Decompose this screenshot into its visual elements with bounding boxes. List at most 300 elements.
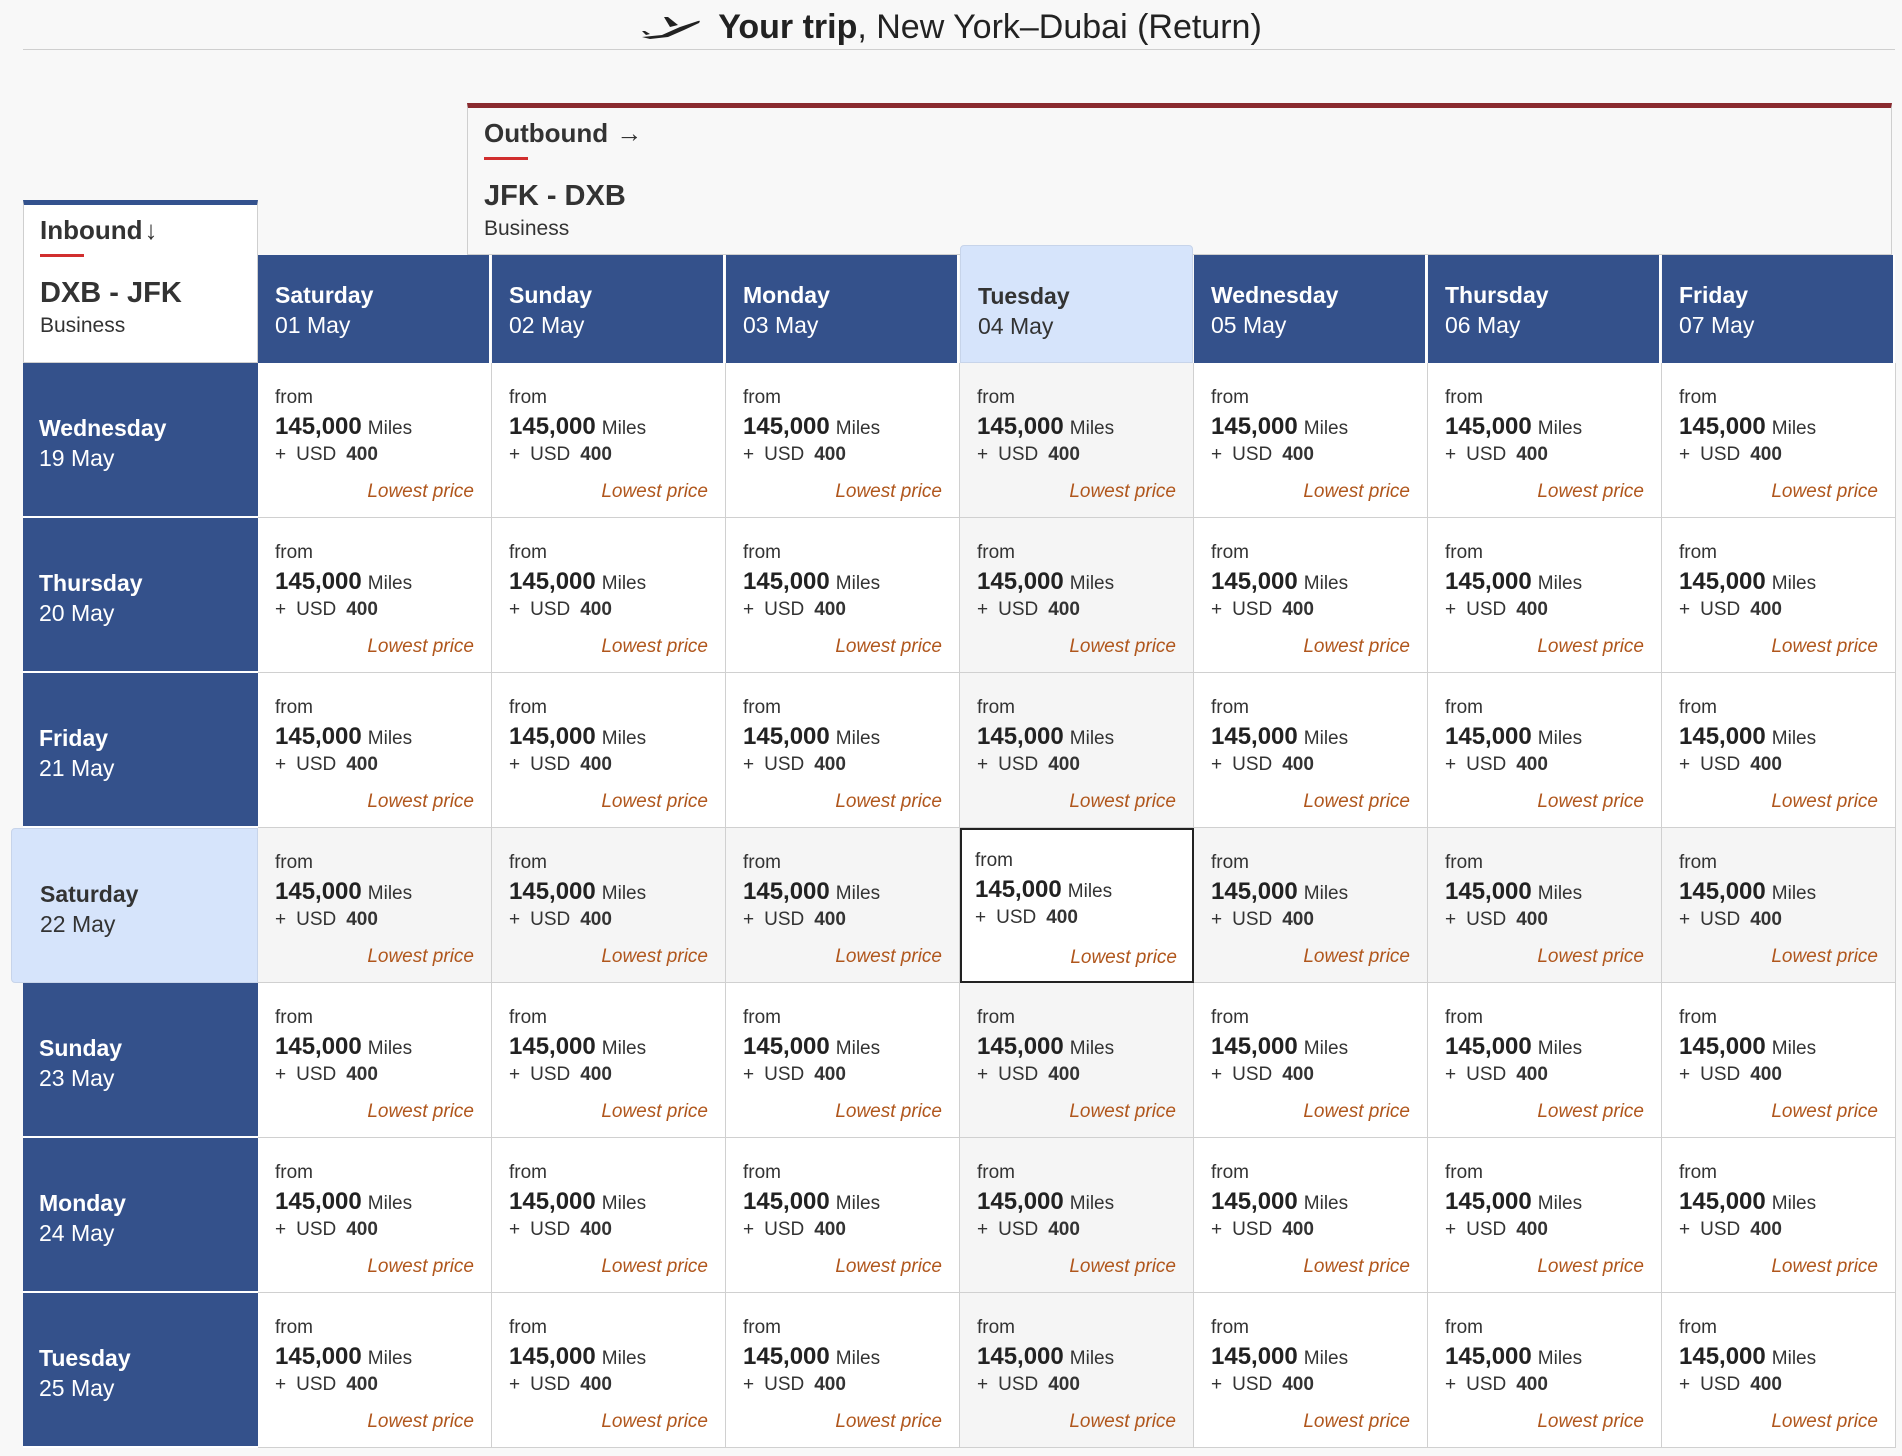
fare-currency: USD (296, 1374, 337, 1395)
row-day: Wednesday (39, 415, 167, 441)
fare-miles-value: 145,000 (509, 413, 596, 440)
outbound-panel (467, 103, 1892, 255)
fare-miles (275, 568, 491, 596)
fare-from-label: from (977, 1007, 1015, 1028)
fare-cell[interactable] (726, 518, 960, 673)
fare-miles-unit: Miles (835, 728, 881, 749)
fare-amount: 400 (1516, 909, 1548, 930)
fare-amount: 400 (1750, 599, 1782, 620)
fare-cell[interactable] (960, 673, 1194, 828)
lowest-price-tag: Lowest price (601, 1256, 708, 1277)
lowest-price-tag: Lowest price (1771, 1101, 1878, 1122)
fare-miles-value: 145,000 (275, 723, 362, 750)
fare-miles (275, 723, 491, 751)
fare-currency: USD (1700, 1064, 1741, 1085)
fare-miles-value: 145,000 (509, 1343, 596, 1370)
page-title (0, 8, 1902, 47)
fare-currency: USD (998, 599, 1039, 620)
fare-miles-unit: Miles (601, 1348, 647, 1369)
fare-currency: USD (998, 1374, 1039, 1395)
fare-cash (1679, 754, 1895, 776)
fare-plus: + (743, 754, 755, 775)
lowest-price-tag: Lowest price (1069, 1411, 1176, 1432)
row-day: Saturday (40, 881, 139, 907)
fare-from-label: from (1679, 387, 1717, 408)
column-date: 02 May (509, 312, 585, 338)
fare-cell[interactable] (1662, 1293, 1896, 1448)
fare-cell[interactable] (1194, 518, 1428, 673)
fare-plus: + (1211, 1219, 1223, 1240)
fare-plus: + (275, 909, 287, 930)
fare-amount: 400 (814, 1064, 846, 1085)
fare-from-label: from (1679, 542, 1717, 563)
fare-currency: USD (530, 754, 571, 775)
fare-plus: + (1445, 1064, 1457, 1085)
outbound-date-header[interactable] (1428, 255, 1661, 363)
fare-cell[interactable] (1428, 1138, 1662, 1293)
fare-cell[interactable] (492, 673, 726, 828)
fare-from-label: from (1679, 852, 1717, 873)
fare-amount: 400 (346, 754, 378, 775)
fare-miles-unit: Miles (1303, 1193, 1349, 1214)
fare-cell[interactable] (1428, 518, 1662, 673)
fare-currency: USD (764, 909, 805, 930)
fare-from-label: from (275, 542, 313, 563)
fare-miles-value: 145,000 (743, 723, 830, 750)
lowest-price-tag: Lowest price (835, 1411, 942, 1432)
fare-currency: USD (1466, 1219, 1507, 1240)
fare-cash (743, 1374, 959, 1396)
fare-currency: USD (764, 754, 805, 775)
fare-miles (1445, 723, 1661, 751)
fare-cell[interactable] (726, 363, 960, 518)
lowest-price-tag: Lowest price (1537, 636, 1644, 657)
fare-cell[interactable] (492, 828, 726, 983)
fare-cell[interactable] (960, 828, 1194, 983)
lowest-price-tag: Lowest price (1069, 1256, 1176, 1277)
fare-miles-value: 145,000 (1445, 1033, 1532, 1060)
fare-miles (1445, 1033, 1661, 1061)
fare-cash (509, 444, 725, 466)
row-date: 22 May (40, 911, 116, 937)
fare-miles-unit: Miles (1067, 881, 1113, 902)
fare-currency: USD (530, 444, 571, 465)
fare-cash (509, 909, 725, 931)
fare-miles (1211, 723, 1427, 751)
fare-cell[interactable] (1194, 828, 1428, 983)
fare-currency: USD (1232, 1374, 1273, 1395)
fare-cell[interactable] (258, 1138, 492, 1293)
fare-plus: + (509, 444, 521, 465)
fare-miles (743, 1033, 959, 1061)
fare-from-label: from (275, 852, 313, 873)
fare-from-label: from (977, 542, 1015, 563)
fare-cell[interactable] (1428, 828, 1662, 983)
fare-cell[interactable] (1662, 828, 1896, 983)
fare-miles (509, 413, 725, 441)
fare-cell[interactable] (726, 1138, 960, 1293)
fare-amount: 400 (1048, 754, 1080, 775)
fare-miles-value: 145,000 (977, 1343, 1064, 1370)
fare-plus: + (275, 1374, 287, 1395)
lowest-price-tag: Lowest price (1069, 1101, 1176, 1122)
lowest-price-tag: Lowest price (367, 481, 474, 502)
outbound-date-header[interactable] (1662, 255, 1895, 363)
fare-miles (275, 1343, 491, 1371)
fare-plus: + (1679, 1374, 1691, 1395)
fare-cell[interactable] (492, 1293, 726, 1448)
plane-icon (640, 15, 702, 41)
fare-cell[interactable] (492, 1138, 726, 1293)
lowest-price-tag: Lowest price (835, 946, 942, 967)
lowest-price-tag: Lowest price (601, 1101, 708, 1122)
fare-plus: + (1679, 599, 1691, 620)
title-divider (23, 49, 1895, 50)
lowest-price-tag: Lowest price (367, 1256, 474, 1277)
fare-cell[interactable] (1194, 983, 1428, 1138)
inbound-date-header[interactable] (23, 673, 258, 828)
fare-cell[interactable] (1428, 673, 1662, 828)
fare-miles (975, 876, 1192, 904)
row-date: 24 May (39, 1220, 115, 1246)
fare-cell[interactable] (258, 518, 492, 673)
fare-cell[interactable] (1194, 1138, 1428, 1293)
fare-from-label: from (275, 1162, 313, 1183)
fare-plus: + (1445, 444, 1457, 465)
fare-cash (977, 599, 1193, 621)
fare-amount: 400 (580, 754, 612, 775)
fare-from-label: from (509, 1007, 547, 1028)
fare-currency: USD (1466, 754, 1507, 775)
fare-amount: 400 (1046, 907, 1078, 928)
fare-cell[interactable] (1662, 1138, 1896, 1293)
fare-cash (1211, 599, 1427, 621)
fare-cell[interactable] (258, 983, 492, 1138)
fare-cell[interactable] (1662, 983, 1896, 1138)
fare-from-label: from (977, 1317, 1015, 1338)
fare-miles-unit: Miles (1069, 728, 1115, 749)
fare-cell[interactable] (726, 983, 960, 1138)
fare-cell[interactable] (960, 518, 1194, 673)
lowest-price-tag: Lowest price (835, 1101, 942, 1122)
fare-cell[interactable] (726, 673, 960, 828)
fare-cash (275, 599, 491, 621)
fare-currency: USD (530, 599, 571, 620)
fare-amount: 400 (346, 444, 378, 465)
fare-cell[interactable] (492, 518, 726, 673)
fare-from-label: from (743, 1317, 781, 1338)
fare-currency: USD (296, 1064, 337, 1085)
fare-miles (1679, 1188, 1895, 1216)
fare-miles-unit: Miles (601, 1038, 647, 1059)
fare-miles-value: 145,000 (1445, 1188, 1532, 1215)
fare-amount: 400 (346, 909, 378, 930)
fare-plus: + (977, 599, 989, 620)
fare-miles (1211, 1033, 1427, 1061)
column-date: 01 May (275, 312, 351, 338)
fare-miles-value: 145,000 (509, 1188, 596, 1215)
fare-cell[interactable] (1662, 518, 1896, 673)
outbound-date-header[interactable] (492, 255, 725, 363)
fare-miles-value: 145,000 (1445, 878, 1532, 905)
lowest-price-tag: Lowest price (1069, 791, 1176, 812)
fare-miles (743, 1188, 959, 1216)
fare-miles-unit: Miles (601, 1193, 647, 1214)
fare-plus: + (509, 909, 521, 930)
fare-cell[interactable] (1662, 673, 1896, 828)
column-date: 04 May (978, 313, 1054, 339)
fare-plus: + (275, 754, 287, 775)
inbound-date-header[interactable] (23, 1138, 258, 1293)
fare-cash (977, 754, 1193, 776)
fare-currency: USD (998, 754, 1039, 775)
fare-miles-value: 145,000 (975, 876, 1062, 903)
fare-currency: USD (1232, 599, 1273, 620)
fare-miles-unit: Miles (1069, 573, 1115, 594)
fare-miles (1211, 878, 1427, 906)
outbound-date-header[interactable] (726, 255, 959, 363)
fare-miles-value: 145,000 (1211, 723, 1298, 750)
fare-cash (1211, 444, 1427, 466)
fare-from-label: from (1445, 1317, 1483, 1338)
lowest-price-tag: Lowest price (1537, 481, 1644, 502)
fare-miles-value: 145,000 (275, 1343, 362, 1370)
fare-cash (509, 1374, 725, 1396)
fare-cash (1679, 599, 1895, 621)
fare-currency: USD (530, 1219, 571, 1240)
fare-plus: + (977, 1219, 989, 1240)
fare-cash (743, 1219, 959, 1241)
fare-miles-unit: Miles (1303, 573, 1349, 594)
inbound-date-header[interactable] (23, 363, 258, 518)
row-date: 20 May (39, 600, 115, 626)
outbound-label: Outbound (484, 118, 609, 148)
fare-from-label: from (509, 542, 547, 563)
fare-cash (1211, 1374, 1427, 1396)
lowest-price-tag: Lowest price (1537, 1411, 1644, 1432)
outbound-route: JFK - DXB (484, 180, 626, 212)
fare-currency: USD (1700, 754, 1741, 775)
fare-miles (1679, 1343, 1895, 1371)
fare-miles-unit: Miles (1537, 1193, 1583, 1214)
inbound-date-header[interactable] (23, 983, 258, 1138)
lowest-price-tag: Lowest price (1303, 1256, 1410, 1277)
outbound-date-header[interactable] (1194, 255, 1427, 363)
fare-currency: USD (1700, 1219, 1741, 1240)
fare-cash (275, 1219, 491, 1241)
row-date: 19 May (39, 445, 115, 471)
fare-miles (509, 1188, 725, 1216)
fare-cell[interactable] (960, 983, 1194, 1138)
fare-miles-value: 145,000 (1679, 1033, 1766, 1060)
fare-plus: + (509, 1064, 521, 1085)
fare-cell[interactable] (1428, 363, 1662, 518)
fare-from-label: from (1679, 1317, 1717, 1338)
fare-cell[interactable] (258, 1293, 492, 1448)
fare-currency: USD (1232, 1219, 1273, 1240)
fare-cell[interactable] (258, 363, 492, 518)
fare-amount: 400 (1516, 599, 1548, 620)
fare-from-label: from (977, 387, 1015, 408)
fare-from-label: from (743, 697, 781, 718)
fare-cell[interactable] (1194, 1293, 1428, 1448)
fare-miles (1211, 413, 1427, 441)
lowest-price-tag: Lowest price (367, 791, 474, 812)
fare-from-label: from (1679, 697, 1717, 718)
fare-miles (977, 723, 1193, 751)
fare-miles (1679, 568, 1895, 596)
fare-cash (1679, 909, 1895, 931)
fare-miles-unit: Miles (1069, 1193, 1115, 1214)
fare-miles-value: 145,000 (509, 878, 596, 905)
fare-miles-value: 145,000 (743, 1343, 830, 1370)
fare-cell[interactable] (960, 1138, 1194, 1293)
fare-cash (1679, 1374, 1895, 1396)
lowest-price-tag: Lowest price (835, 481, 942, 502)
lowest-price-tag: Lowest price (601, 481, 708, 502)
fare-cell[interactable] (726, 1293, 960, 1448)
fare-from-label: from (509, 387, 547, 408)
fare-amount: 400 (580, 909, 612, 930)
fare-amount: 400 (814, 909, 846, 930)
fare-from-label: from (1679, 1162, 1717, 1183)
fare-cell[interactable] (258, 828, 492, 983)
column-date: 05 May (1211, 312, 1287, 338)
fare-plus: + (1211, 599, 1223, 620)
fare-from-label: from (1211, 1317, 1249, 1338)
fare-cash (509, 1219, 725, 1241)
fare-cell[interactable] (1428, 983, 1662, 1138)
fare-miles-unit: Miles (601, 883, 647, 904)
fare-cash (1211, 1064, 1427, 1086)
fare-currency: USD (1466, 1064, 1507, 1085)
fare-miles-unit: Miles (835, 1038, 881, 1059)
fare-amount: 400 (814, 1374, 846, 1395)
fare-cell[interactable] (726, 828, 960, 983)
fare-amount: 400 (1516, 1064, 1548, 1085)
fare-cell[interactable] (1662, 363, 1896, 518)
fare-miles-value: 145,000 (275, 1188, 362, 1215)
fare-amount: 400 (814, 599, 846, 620)
fare-plus: + (743, 444, 755, 465)
fare-cash (509, 599, 725, 621)
fare-plus: + (275, 1219, 287, 1240)
title-strong: Your trip (718, 8, 858, 46)
fare-cash (743, 1064, 959, 1086)
fare-miles (743, 413, 959, 441)
fare-from-label: from (1445, 542, 1483, 563)
fare-from-label: from (1211, 542, 1249, 563)
outbound-date-header[interactable] (960, 245, 1193, 363)
outbound-date-header[interactable] (258, 255, 491, 363)
fare-cell[interactable] (1194, 363, 1428, 518)
fare-cell[interactable] (1194, 673, 1428, 828)
fare-miles-value: 145,000 (1445, 568, 1532, 595)
fare-miles (1211, 1343, 1427, 1371)
fare-plus: + (509, 1374, 521, 1395)
inbound-underline (40, 254, 84, 257)
lowest-price-tag: Lowest price (1303, 481, 1410, 502)
fare-miles-unit: Miles (1537, 1348, 1583, 1369)
fare-amount: 400 (1282, 1374, 1314, 1395)
fare-cell[interactable] (492, 363, 726, 518)
fare-from-label: from (1211, 1007, 1249, 1028)
fare-currency: USD (764, 599, 805, 620)
fare-miles-value: 145,000 (275, 1033, 362, 1060)
fare-miles (977, 413, 1193, 441)
fare-miles-unit: Miles (1771, 1348, 1817, 1369)
column-day: Sunday (509, 282, 593, 308)
row-day: Sunday (39, 1035, 123, 1061)
fare-miles (509, 1343, 725, 1371)
fare-cash (743, 754, 959, 776)
fare-miles (1445, 1343, 1661, 1371)
fare-miles-value: 145,000 (743, 1188, 830, 1215)
fare-cash (1445, 754, 1661, 776)
row-day: Thursday (39, 570, 143, 596)
fare-from-label: from (977, 1162, 1015, 1183)
inbound-date-header[interactable] (11, 828, 258, 983)
fare-cell[interactable] (960, 363, 1194, 518)
fare-cell[interactable] (960, 1293, 1194, 1448)
fare-amount: 400 (1282, 909, 1314, 930)
fare-cell[interactable] (492, 983, 726, 1138)
inbound-date-header[interactable] (23, 518, 258, 673)
fare-cash (509, 754, 725, 776)
fare-plus: + (275, 599, 287, 620)
fare-cell[interactable] (1428, 1293, 1662, 1448)
fare-currency: USD (764, 1064, 805, 1085)
lowest-price-tag: Lowest price (1537, 1101, 1644, 1122)
fare-amount: 400 (814, 1219, 846, 1240)
fare-amount: 400 (1048, 1374, 1080, 1395)
fare-cell[interactable] (258, 673, 492, 828)
fare-plus: + (1445, 1219, 1457, 1240)
fare-amount: 400 (580, 1374, 612, 1395)
inbound-date-header[interactable] (23, 1293, 258, 1448)
fare-amount: 400 (1750, 1374, 1782, 1395)
fare-miles (509, 878, 725, 906)
fare-plus: + (977, 1374, 989, 1395)
fare-plus: + (1679, 1219, 1691, 1240)
fare-plus: + (743, 1064, 755, 1085)
fare-miles-unit: Miles (835, 1348, 881, 1369)
inbound-panel (23, 200, 258, 363)
fare-miles-unit: Miles (1537, 418, 1583, 439)
fare-amount: 400 (1750, 1064, 1782, 1085)
fare-amount: 400 (580, 1219, 612, 1240)
lowest-price-tag: Lowest price (601, 1411, 708, 1432)
fare-miles-unit: Miles (835, 883, 881, 904)
fare-miles-unit: Miles (1771, 573, 1817, 594)
fare-miles (977, 1188, 1193, 1216)
fare-plus: + (1445, 599, 1457, 620)
lowest-price-tag: Lowest price (367, 1411, 474, 1432)
fare-miles-unit: Miles (367, 728, 413, 749)
column-day: Thursday (1445, 282, 1549, 308)
fare-amount: 400 (580, 1064, 612, 1085)
fare-plus: + (743, 909, 755, 930)
lowest-price-tag: Lowest price (835, 1256, 942, 1277)
fare-currency: USD (296, 1219, 337, 1240)
fare-miles-value: 145,000 (977, 1033, 1064, 1060)
lowest-price-tag: Lowest price (367, 946, 474, 967)
fare-miles-value: 145,000 (1679, 568, 1766, 595)
fare-amount: 400 (1048, 444, 1080, 465)
fare-currency: USD (764, 1219, 805, 1240)
fare-from-label: from (275, 387, 313, 408)
fare-currency: USD (530, 1374, 571, 1395)
